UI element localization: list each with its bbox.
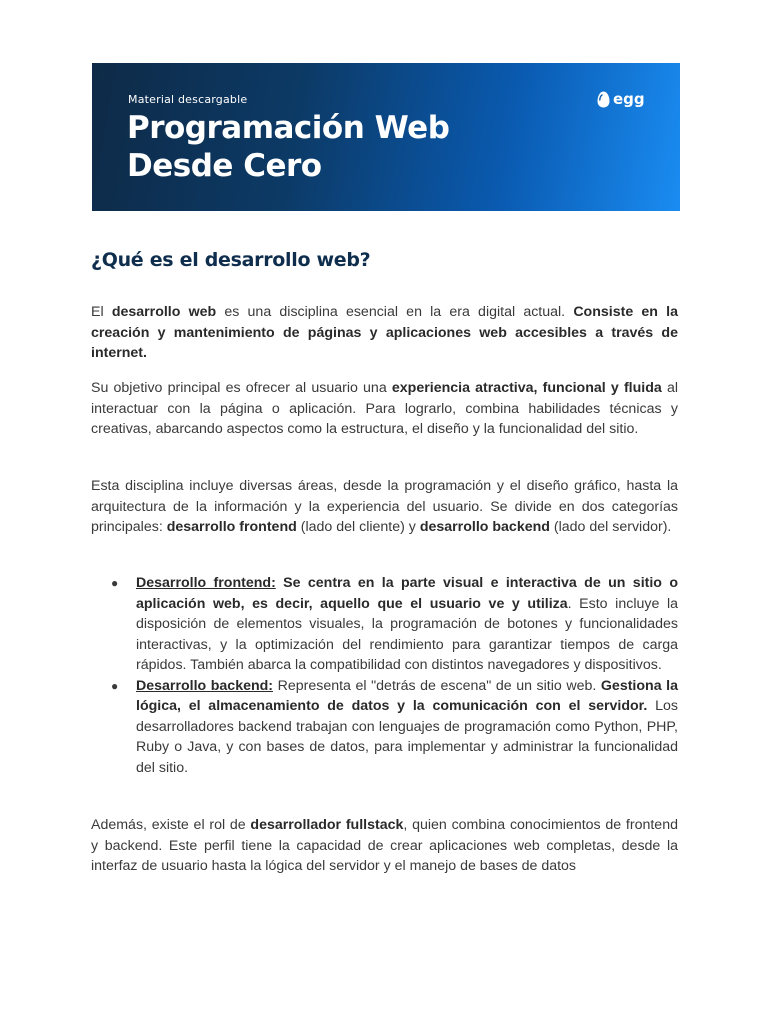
bullet-icon: ●: [111, 576, 119, 590]
bold-run: desarrollador fullstack: [250, 817, 404, 833]
text-run: . Esto incluye la disposición de elementos visuales, la programación de botones y funcionalidades interactivas, y la optimización del rendimiento para garantizar tiempos de carga rápidos. También abarca la compatibilidad con distintos navegadores y dispositivos.: [136, 595, 678, 673]
egg-logo: [597, 90, 645, 108]
text-run: al interactuar con la página o aplicación. Para lograrlo, combina habilidades técnicas y creativas, abarcando aspectos como la estructura, el diseño y la funcionalidad del sitio.: [91, 380, 679, 437]
text-run: El: [91, 304, 112, 320]
bold-run: Consiste en la creación y mantenimiento de páginas y aplicaciones web accesibles a través de internet.: [91, 304, 678, 361]
banner-title: [127, 109, 449, 185]
list-term: Desarrollo backend:: [136, 677, 274, 694]
text-run: (lado del cliente) y: [296, 519, 420, 535]
text-run: Su objetivo principal es ofrecer al usuario una: [91, 380, 392, 396]
bold-run: experiencia atractiva, funcional y fluida: [391, 380, 662, 396]
bold-run: Gestiona la lógica, el almacenamiento de datos y la comunicación con el servidor.: [136, 677, 678, 714]
bold-run: desarrollo web: [111, 304, 217, 320]
text-run: Los desarrolladores backend trabajan con lenguajes de programación como Python, PHP, Ruby o Java, y con bases de datos, para implementar y administrar la funcionalidad del sitio.: [136, 698, 679, 776]
text-run: (lado del servidor).: [549, 519, 672, 535]
logo-text: egg: [613, 90, 645, 108]
bold-run: desarrollo frontend: [166, 519, 297, 535]
bold-run: desarrollo backend: [419, 519, 550, 535]
list-item-frontend: [91, 573, 678, 676]
text-run: Esta disciplina incluye diversas áreas, desde la programación y el diseño gráfico, hasta la arquitectura de la información y la experiencia del usuario. Se divide en dos categorías principales:: [91, 478, 678, 535]
text-run: es una disciplina esencial en la era digital actual.: [216, 304, 574, 320]
paragraph-objective: [91, 378, 678, 440]
banner-title-line1: Programación Web: [127, 110, 450, 146]
paragraph-areas: [91, 476, 678, 538]
paragraph-intro: [91, 302, 678, 364]
paragraph-fullstack: [91, 815, 678, 877]
header-banner: [92, 63, 680, 211]
bullet-list: [91, 573, 678, 778]
text-run: Representa el "detrás de escena" de un sitio web.: [273, 677, 601, 694]
section-heading: ¿Qué es el desarrollo web?: [91, 249, 371, 271]
text-run: Además, existe el rol de: [91, 817, 251, 833]
text-run: , quien combina conocimientos de frontend y backend. Este perfil tiene la capacidad de crear aplicaciones web completas, desde la interfaz de usuario hasta la lógica del servidor y el manejo de bases de datos: [91, 817, 678, 874]
banner-title-line2: Desde Cero: [127, 148, 322, 184]
list-term: Desarrollo frontend:: [136, 575, 276, 591]
list-item-backend: [91, 676, 678, 779]
egg-icon: [597, 91, 610, 108]
bullet-icon: ●: [111, 678, 119, 693]
bold-run: Se centra en la parte visual e interactiva de un sitio o aplicación web, es decir, aquello que el usuario ve y utiliza: [136, 575, 678, 612]
banner-subtitle: Material descargable: [128, 93, 248, 106]
